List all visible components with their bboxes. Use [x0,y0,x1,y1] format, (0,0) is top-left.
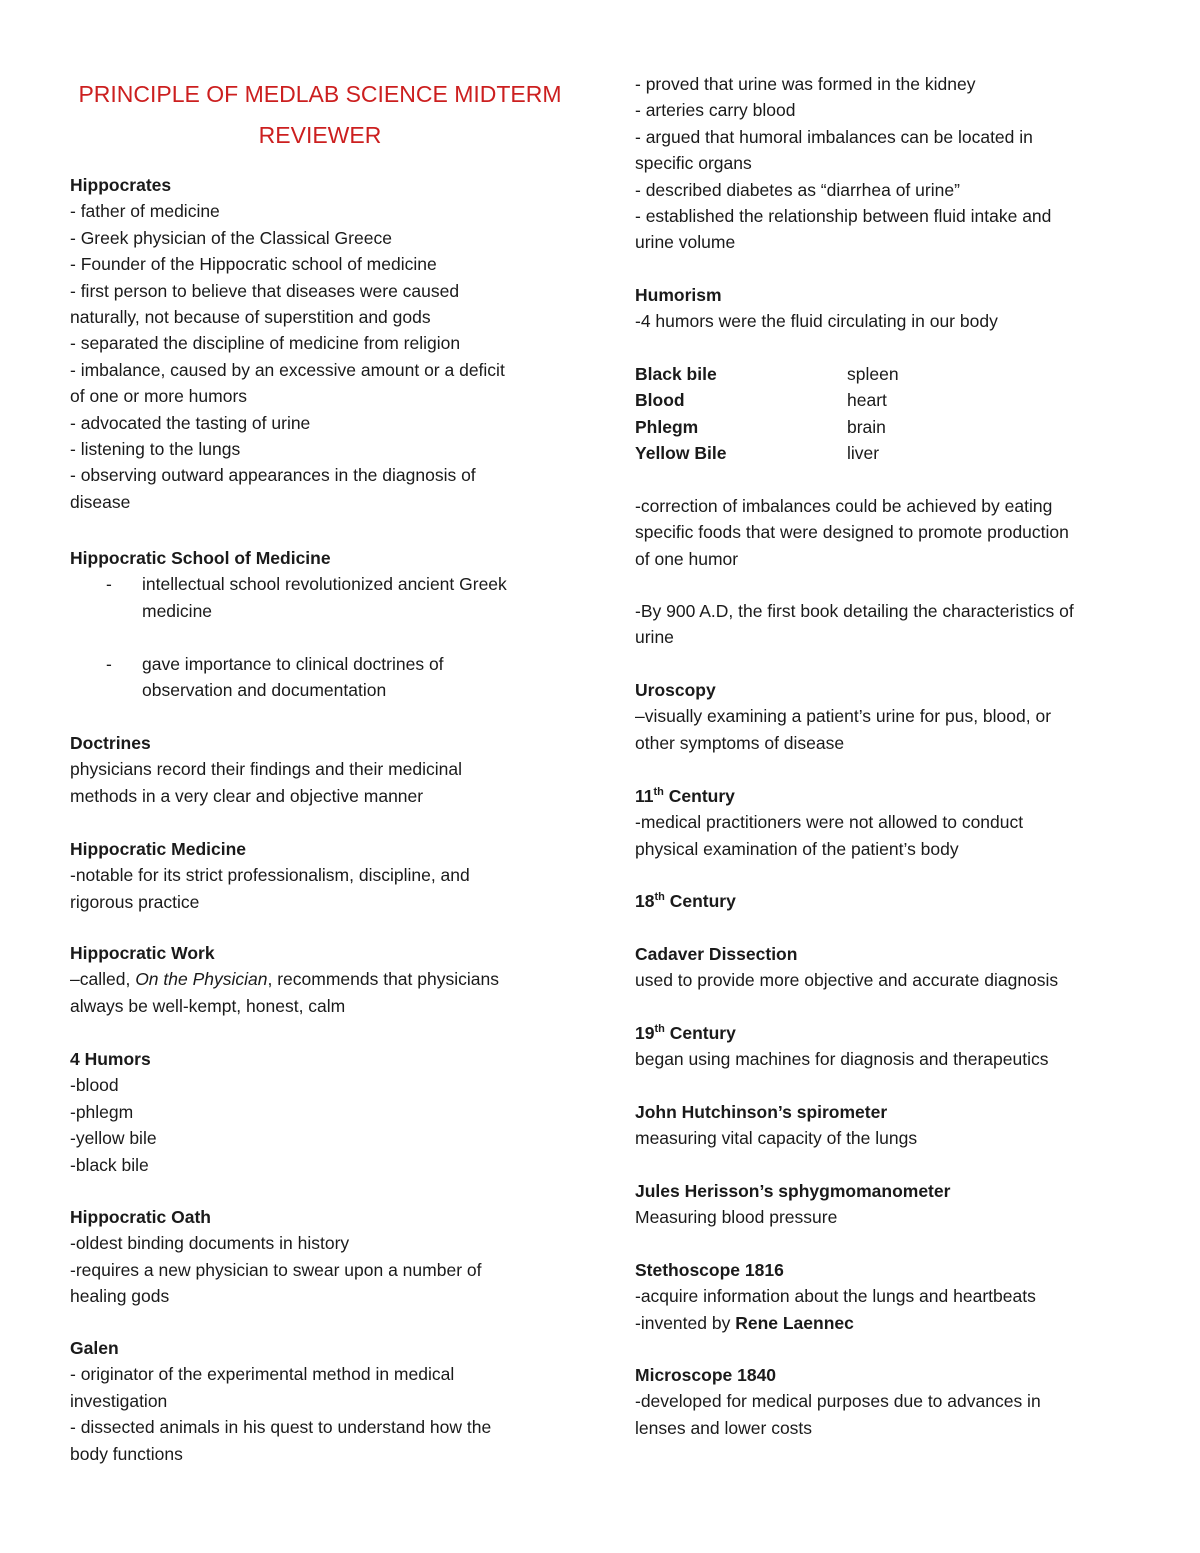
table-row [635,440,899,466]
text-line: - father of medicine [70,201,220,222]
section-cadaver-dissection [635,941,1058,994]
section-hippocratic-oath [70,1204,481,1310]
text-line: –called, On the Physician, recommends that physicians [70,969,499,990]
bullet-list [70,571,507,703]
section-doctrines [70,730,462,809]
section-heading: Hippocratic Work [70,943,215,963]
text-line: medicine [142,600,213,621]
title-line-1: PRINCIPLE OF MEDLAB SCIENCE MIDTERM [78,81,562,107]
text-line: - dissected animals in his quest to understand how the [70,1417,492,1438]
section-heading: Doctrines [70,733,151,753]
text-line: - imbalance, caused by an excessive amount or a deficit [70,359,505,380]
text-line: - arteries carry blood [635,100,796,121]
text-line: -requires a new physician to swear upon a number of [70,1259,482,1280]
section-heading: John Hutchinson’s spirometer [635,1102,888,1122]
text-line: lenses and lower costs [635,1417,813,1438]
section-18th-century [635,888,736,914]
section-microscope [635,1362,1041,1441]
inventor-name: Rene Laennec [735,1312,854,1333]
organ-name: brain [847,416,886,437]
text-line: -developed for medical purposes due to advances in [635,1391,1041,1412]
section-uroscopy [635,677,1051,756]
text-line: Measuring blood pressure [635,1207,838,1228]
text-line: investigation [70,1390,168,1411]
document-title [70,74,570,156]
text-line: - advocated the tasting of urine [70,412,311,433]
section-hippocrates [70,172,505,515]
humor-organ-table [635,361,899,467]
table-row [635,387,899,413]
section-hippocratic-medicine [70,836,470,915]
text-line: healing gods [70,1286,170,1307]
text-line: body functions [70,1443,183,1464]
section-heading: Hippocratic Oath [70,1207,211,1227]
text-line: urine volume [635,232,736,253]
section-4-humors [70,1046,157,1178]
section-hippocratic-work [70,940,499,1019]
text-line: - argued that humoral imbalances can be located in [635,126,1033,147]
text-line: -medical practitioners were not allowed to conduct [635,812,1024,833]
section-hippocratic-school [70,545,507,703]
section-heading: Humorism [635,285,722,305]
section-heading: Cadaver Dissection [635,944,798,964]
section-heading: 11th Century [635,786,735,806]
bullet-dash: - [106,574,112,595]
text-line: -correction of imbalances could be achieved by eating [635,496,1053,516]
organ-name: liver [847,443,880,464]
text-line: -phlegm [70,1101,134,1122]
section-heading: Hippocratic Medicine [70,839,247,859]
text-line: physicians record their findings and their medicinal [70,759,463,780]
section-heading: Uroscopy [635,680,716,700]
text-line: -invented by Rene Laennec [635,1312,854,1333]
bullet-dash: - [106,653,112,674]
humor-name: Phlegm [635,416,699,437]
text-line: - first person to believe that diseases were caused [70,280,460,301]
section-stethoscope [635,1257,1036,1336]
text-line: intellectual school revolutionized ancient Greek [142,574,507,595]
humor-name: Blood [635,390,685,411]
section-sphygmomanometer [635,1178,950,1231]
section-11th-century [635,783,1023,862]
section-heading: 4 Humors [70,1049,151,1069]
humor-name: Yellow Bile [635,443,727,464]
text-line: specific foods that were designed to promote production [635,522,1069,543]
text-line: methods in a very clear and objective manner [70,785,424,806]
text-line: specific organs [635,153,752,174]
section-heading: Hippocrates [70,175,172,195]
text-line: used to provide more objective and accurate diagnosis [635,970,1059,991]
section-galen [70,1335,491,1467]
text-line: other symptoms of disease [635,732,845,753]
section-19th-century [635,1020,1048,1073]
text-line: - observing outward appearances in the diagnosis of [70,465,476,486]
text-line: - separated the discipline of medicine from religion [70,333,461,354]
text-line: -notable for its strict professionalism, discipline, and [70,865,470,886]
section-correction [635,493,1069,572]
text-line: -4 humors were the fluid circulating in our body [635,311,998,332]
section-heading: Microscope 1840 [635,1365,777,1385]
section-heading: Hippocratic School of Medicine [70,548,331,568]
book-title: On the Physician [135,969,268,990]
organ-name: spleen [847,364,899,384]
section-first-book [635,598,1074,651]
text-line: - proved that urine was formed in the kidney [635,74,976,94]
text-line: of one or more humors [70,386,248,407]
text-line: began using machines for diagnosis and therapeutics [635,1049,1049,1070]
text-line: - listening to the lungs [70,439,241,460]
section-heading: 18th Century [635,891,736,911]
text-line: of one humor [635,548,739,569]
text-line: -yellow bile [70,1128,157,1149]
text-line: urine [635,627,674,648]
table-row [635,361,899,387]
text-line: - Founder of the Hippocratic school of medicine [70,254,437,275]
text-line: gave importance to clinical doctrines of [142,653,444,674]
text-line: - described diabetes as “diarrhea of urine” [635,179,960,200]
organ-name: heart [847,390,887,411]
section-heading: Jules Herisson’s sphygmomanometer [635,1181,951,1201]
section-humorism [635,282,998,335]
text-line: -By 900 A.D, the first book detailing the characteristics of [635,601,1074,621]
section-heading: 19th Century [635,1023,736,1043]
text-line: measuring vital capacity of the lungs [635,1128,918,1149]
section-heading: Stethoscope 1816 [635,1260,784,1280]
text-line: disease [70,491,131,512]
text-line: - originator of the experimental method in medical [70,1364,455,1385]
section-spirometer [635,1099,917,1152]
text-line: - established the relationship between fluid intake and [635,206,1052,227]
text-line: physical examination of the patient’s body [635,838,959,859]
humor-name: Black bile [635,364,717,384]
text-line: rigorous practice [70,891,200,912]
section-galen-continued [635,71,1051,256]
text-line: - Greek physician of the Classical Greece [70,227,392,248]
list-item [70,651,507,704]
list-item [70,571,507,624]
section-heading: Galen [70,1338,119,1358]
text-line: naturally, not because of superstition and gods [70,307,431,328]
text-line: -oldest binding documents in history [70,1233,350,1254]
title-line-2: REVIEWER [258,122,382,148]
text-line: –visually examining a patient’s urine for pus, blood, or [635,706,1052,727]
text-line: -black bile [70,1154,149,1175]
text-line: always be well-kempt, honest, calm [70,995,346,1016]
table-row [635,414,899,440]
text-line: observation and documentation [142,680,387,701]
text-line: -blood [70,1075,119,1096]
text-line: -acquire information about the lungs and heartbeats [635,1286,1036,1307]
